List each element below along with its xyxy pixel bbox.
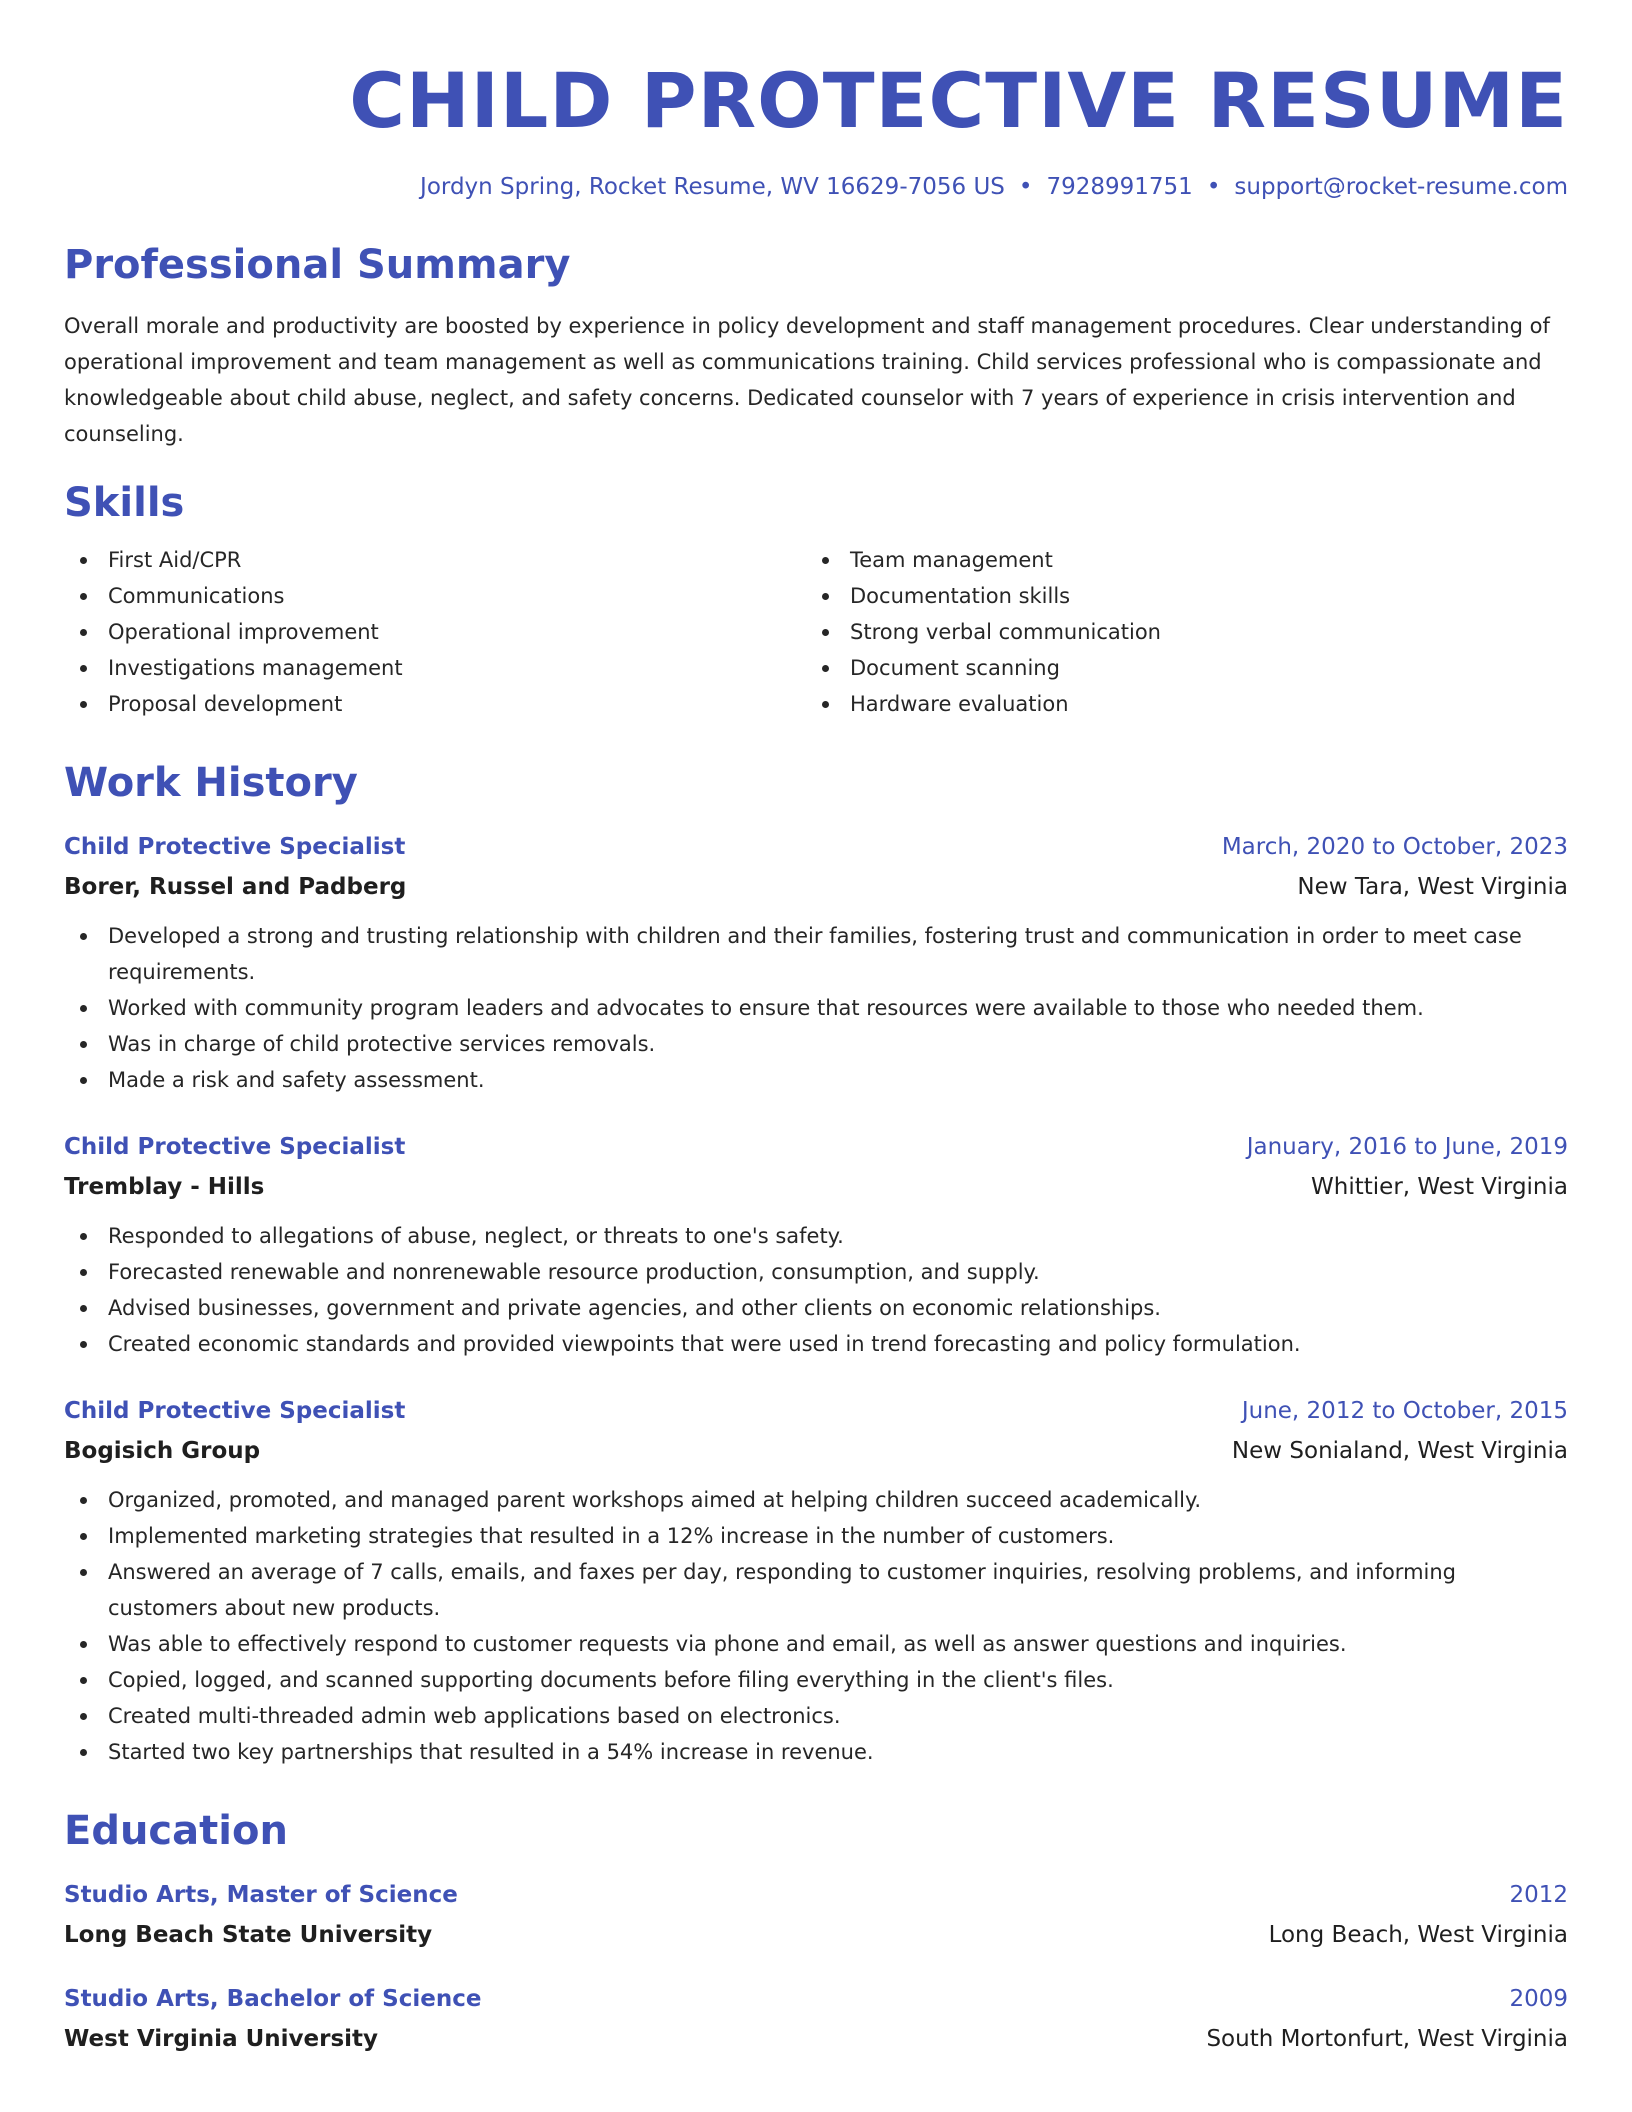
contact-separator: • xyxy=(1018,174,1033,200)
job-dates: June, 2012 to October, 2015 xyxy=(1241,1398,1568,1424)
job-bullets xyxy=(64,1218,1568,1362)
job-location: Whittier, West Virginia xyxy=(1311,1174,1568,1200)
job-bullet: Was in charge of child protective services removals. xyxy=(64,1026,1568,1062)
job-bullet: Copied, logged, and scanned supporting documents before filing everything in the client's files. xyxy=(64,1662,1568,1698)
job-role: Child Protective Specialist xyxy=(64,1134,406,1160)
resume-title: CHILD PROTECTIVE RESUME xyxy=(349,56,1568,145)
skill-item: Proposal development xyxy=(64,686,806,722)
job-bullet: Implemented marketing strategies that resulted in a 12% increase in the number of customers. xyxy=(64,1518,1568,1554)
education-entry xyxy=(64,1880,1568,1950)
contact-address: Jordyn Spring, Rocket Resume, WV 16629-7056 US xyxy=(420,174,1005,200)
skills-list xyxy=(64,542,1568,722)
contact-email: support@rocket-resume.com xyxy=(1234,174,1568,200)
job-bullets xyxy=(64,1482,1568,1770)
job-bullet: Worked with community program leaders and advocates to ensure that resources were available to those who needed them. xyxy=(64,990,1568,1026)
education-heading: Education xyxy=(64,1808,288,1854)
skill-item: Team management xyxy=(806,542,1548,578)
summary-heading: Professional Summary xyxy=(64,242,571,288)
job-role: Child Protective Specialist xyxy=(64,834,406,860)
job-entry xyxy=(64,1396,1568,1770)
job-bullet: Created economic standards and provided viewpoints that were used in trend forecasting and policy formulation. xyxy=(64,1326,1568,1362)
skill-item: Hardware evaluation xyxy=(806,686,1548,722)
education-entry xyxy=(64,1984,1568,2054)
job-bullet: Made a risk and safety assessment. xyxy=(64,1062,1568,1098)
job-bullet: Developed a strong and trusting relationship with children and their families, fostering trust and communication in order to meet case requirements. xyxy=(64,918,1568,990)
summary-text: Overall morale and productivity are boosted by experience in policy development and staff management procedures. Clear understanding of operational improvement and team management as well as communications training. Child services professional who is compassionate and knowledgeable about child abuse, neglect, and safety concerns. Dedicated counselor with 7 years of experience in crisis intervention and counseling. xyxy=(64,314,1550,446)
job-dates: January, 2016 to June, 2019 xyxy=(1246,1134,1568,1160)
skill-item: First Aid/CPR xyxy=(64,542,806,578)
job-company: Bogisich Group xyxy=(64,1438,261,1464)
job-location: New Sonialand, West Virginia xyxy=(1231,1438,1568,1464)
skill-item: Operational improvement xyxy=(64,614,806,650)
skills-heading: Skills xyxy=(64,480,185,526)
job-bullet: Advised businesses, government and private agencies, and other clients on economic relationships. xyxy=(64,1290,1568,1326)
skill-item: Investigations management xyxy=(64,650,806,686)
job-role: Child Protective Specialist xyxy=(64,1398,406,1424)
job-bullet: Started two key partnerships that resulted in a 54% increase in revenue. xyxy=(64,1734,1568,1770)
job-bullet: Responded to allegations of abuse, neglect, or threats to one's safety. xyxy=(64,1218,1568,1254)
contact-separator: • xyxy=(1206,174,1221,200)
education-location: South Mortonfurt, West Virginia xyxy=(1206,2026,1568,2052)
education-degree: Studio Arts, Master of Science xyxy=(64,1882,458,1908)
education-degree: Studio Arts, Bachelor of Science xyxy=(64,1986,482,2012)
job-entry xyxy=(64,832,1568,1098)
contact-line xyxy=(64,172,1568,202)
education-school: West Virginia University xyxy=(64,2026,379,2052)
job-bullet: Answered an average of 7 calls, emails, and faxes per day, responding to customer inquiries, resolving problems, and informing customers about new products. xyxy=(64,1554,1568,1626)
skill-item: Strong verbal communication xyxy=(806,614,1548,650)
job-company: Tremblay - Hills xyxy=(64,1174,265,1200)
work-history-heading: Work History xyxy=(64,760,358,806)
job-entry xyxy=(64,1132,1568,1362)
skill-item: Document scanning xyxy=(806,650,1548,686)
job-location: New Tara, West Virginia xyxy=(1297,874,1568,900)
skills-column-right xyxy=(806,542,1548,722)
education-year: 2009 xyxy=(1509,1986,1568,2012)
education-location: Long Beach, West Virginia xyxy=(1268,1922,1568,1948)
job-company: Borer, Russel and Padberg xyxy=(64,874,407,900)
job-bullet: Was able to effectively respond to customer requests via phone and email, as well as answer questions and inquiries. xyxy=(64,1626,1568,1662)
job-bullet: Created multi-threaded admin web applications based on electronics. xyxy=(64,1698,1568,1734)
contact-phone: 7928991751 xyxy=(1046,174,1193,200)
job-bullet: Organized, promoted, and managed parent workshops aimed at helping children succeed academically. xyxy=(64,1482,1568,1518)
job-bullets xyxy=(64,918,1568,1098)
skill-item: Documentation skills xyxy=(806,578,1548,614)
resume-page xyxy=(64,0,1568,2054)
skills-column-left xyxy=(64,542,806,722)
job-dates: March, 2020 to October, 2023 xyxy=(1221,834,1568,860)
skill-item: Communications xyxy=(64,578,806,614)
education-year: 2012 xyxy=(1509,1882,1568,1908)
job-bullet: Forecasted renewable and nonrenewable resource production, consumption, and supply. xyxy=(64,1254,1568,1290)
education-school: Long Beach State University xyxy=(64,1922,433,1948)
